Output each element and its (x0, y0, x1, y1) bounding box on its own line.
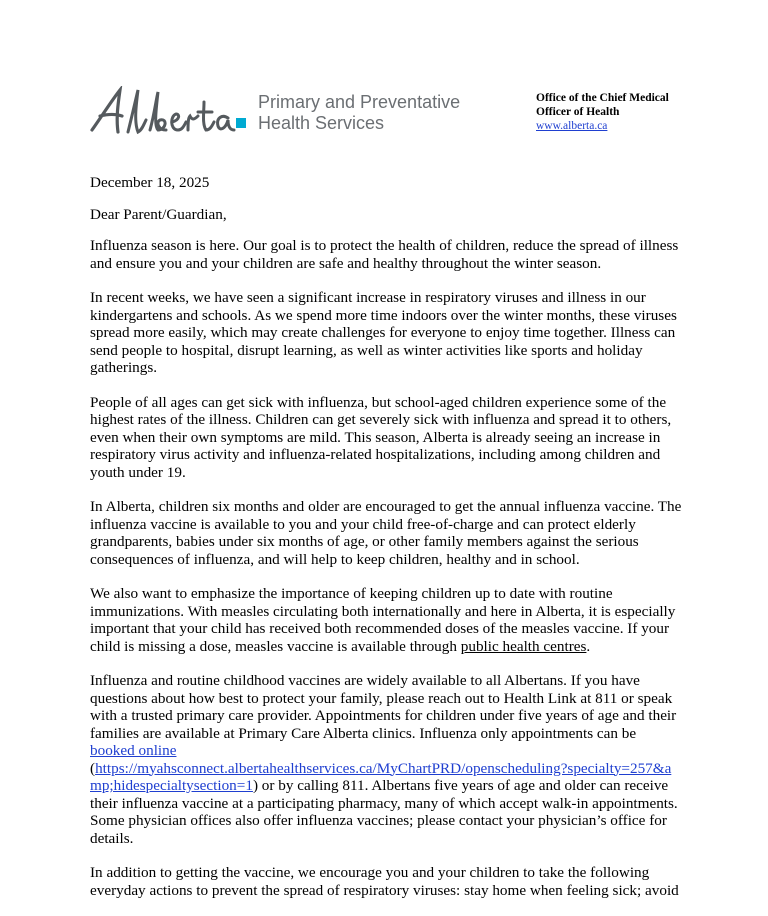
salutation: Dear Parent/Guardian, (90, 205, 227, 223)
office-line-1: Office of the Chief Medical (536, 92, 669, 104)
office-line-2: Officer of Health (536, 106, 620, 118)
alberta-website-link[interactable]: www.alberta.ca (536, 120, 608, 132)
letter-body (90, 174, 682, 916)
paragraph-5-end: . (586, 637, 591, 655)
alberta-logo (88, 86, 248, 142)
paragraph-3: People of all ages can get sick with influenza, but school-aged children experience some of the highest rates of the illness. Children can get severely sick with influenza and spread it to others, even when their own symptoms are mild. This season, Alberta is already seeing an increase in respiratory virus activity and influenza-related hospitalizations, including among children and youth under 19. (90, 393, 672, 481)
paragraph-5-text: We also want to emphasize the importance of keeping children up to date with routine immunizations. With measles circulating both internationally and here in Alberta, it is especially important that your child has received both recommended doses of the measles vaccine. If your child is missing a dose, measles vaccine is available through (90, 585, 676, 655)
paragraph-4: In Alberta, children six months and older are encouraged to get the annual influenza vaccine. The influenza vaccine is available to you and your child free-of-charge and can protect elderly grandparents, babies under six months of age, or other family members against the serious consequences of influenza, and will help to keep children, healthy and in school. (90, 498, 682, 568)
department-line-1: Primary and Preventative (258, 92, 461, 112)
booked-online-link[interactable]: booked online (90, 742, 177, 759)
paragraph-6-paren: ( (90, 759, 96, 777)
public-health-centres-link[interactable]: public health centres (460, 637, 587, 655)
paragraph-7: In addition to getting the vaccine, we encourage you and your children to take the following everyday actions to prevent the spread of respiratory viruses: stay home when feeling sick; avoid (90, 864, 679, 899)
paragraph-2: In recent weeks, we have seen a significant increase in respiratory viruses and illness in our kindergartens and schools. As we spend more time indoors over the winter months, these viruses spread more easily, which may create challenges for everyone to enjoy time together. Illness can send people to hospital, disrupt learning, as well as winter activities like sports and holiday gatherings. (90, 289, 677, 376)
paragraph-6-text: Influenza and routine childhood vaccines are widely available to all Albertans. If you have questions about how best to protect your family, please reach out to Health Link at 811 or speak with a trusted primary care provider. Appointments for children under five years of age and their families are available at Primary Care Alberta clinics. Influenza only appointments can be (90, 672, 677, 742)
office-block (536, 91, 706, 133)
booking-url-link[interactable]: https://myahsconnect.albertahealthservices.ca/MyChartPRD/openscheduling?specialty=257&amp;hidespecialtysection=1 (90, 759, 672, 794)
letter-date: December 18, 2025 (90, 174, 210, 191)
paragraph-5 (90, 585, 682, 655)
letterhead (88, 86, 488, 146)
department-line-2: Health Services (258, 113, 385, 133)
paragraph-6-rest: ) or by calling 811. Albertans five years of age and older can receive their influenza vaccine at a participating pharmacy, many of which accept walk-in appointments. Some physician offices also offer influenza vaccines; please contact your physician’s office for details. (90, 777, 678, 847)
paragraph-6 (90, 672, 682, 847)
department-name (258, 92, 460, 134)
paragraph-1: Influenza season is here. Our goal is to protect the health of children, reduce the spread of illness and ensure you and your children are safe and healthy throughout the winter season. (90, 237, 679, 272)
